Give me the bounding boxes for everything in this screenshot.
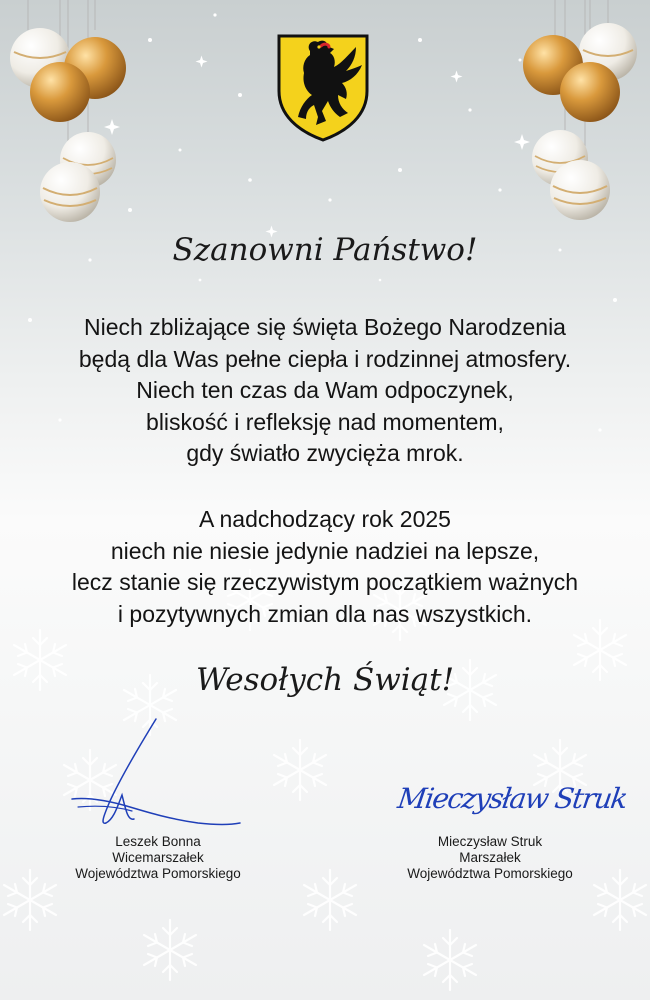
- christmas-bauble-icon: [10, 0, 126, 222]
- signatory-name: Mieczysław Struk: [437, 834, 543, 849]
- wishes-paragraph-1: [10, 312, 640, 470]
- signature-right-text: Mieczysław Struk: [395, 782, 629, 815]
- paragraph-line: i pozytywnych zmian dla nas wszystkich.: [117, 600, 533, 627]
- paragraph-line: Niech ten czas da Wam odpoczynek,: [136, 377, 514, 403]
- signatory-left: [48, 834, 268, 882]
- signature-left: [70, 715, 250, 835]
- signatory-name: Leszek Bonna: [115, 834, 201, 849]
- paragraph-line: będą dla Was pełne ciepła i rodzinnej atmosfery.: [78, 345, 572, 372]
- closing-wish: Wesołych Świąt!: [195, 662, 455, 698]
- pomeranian-griffin-crest-icon: [276, 33, 370, 143]
- christmas-bauble-icon: [523, 0, 637, 220]
- paragraph-line: gdy światło zwycięża mrok.: [186, 440, 464, 466]
- wishes-paragraph-2: [10, 504, 640, 630]
- signature-right: [395, 782, 629, 815]
- signatory-organization: Województwa Pomorskiego: [75, 866, 241, 881]
- signatory-title: Wicemarszałek: [112, 850, 204, 865]
- paragraph-line: A nadchodzący rok 2025: [199, 506, 451, 532]
- signatory-right: [380, 834, 600, 882]
- signatory-organization: Województwa Pomorskiego: [407, 866, 573, 881]
- paragraph-line: niech nie niesie jedynie nadziei na lepsze,: [110, 537, 540, 564]
- paragraph-line: Niech zbliżające się święta Bożego Narodzenia: [84, 314, 566, 340]
- paragraph-line: bliskość i refleksję nad momentem,: [146, 408, 504, 435]
- paragraph-line: lecz stanie się rzeczywistym początkiem ważnych: [71, 569, 579, 595]
- signatory-title: Marszałek: [459, 850, 521, 865]
- greeting-heading: Szanowni Państwo!: [172, 232, 478, 268]
